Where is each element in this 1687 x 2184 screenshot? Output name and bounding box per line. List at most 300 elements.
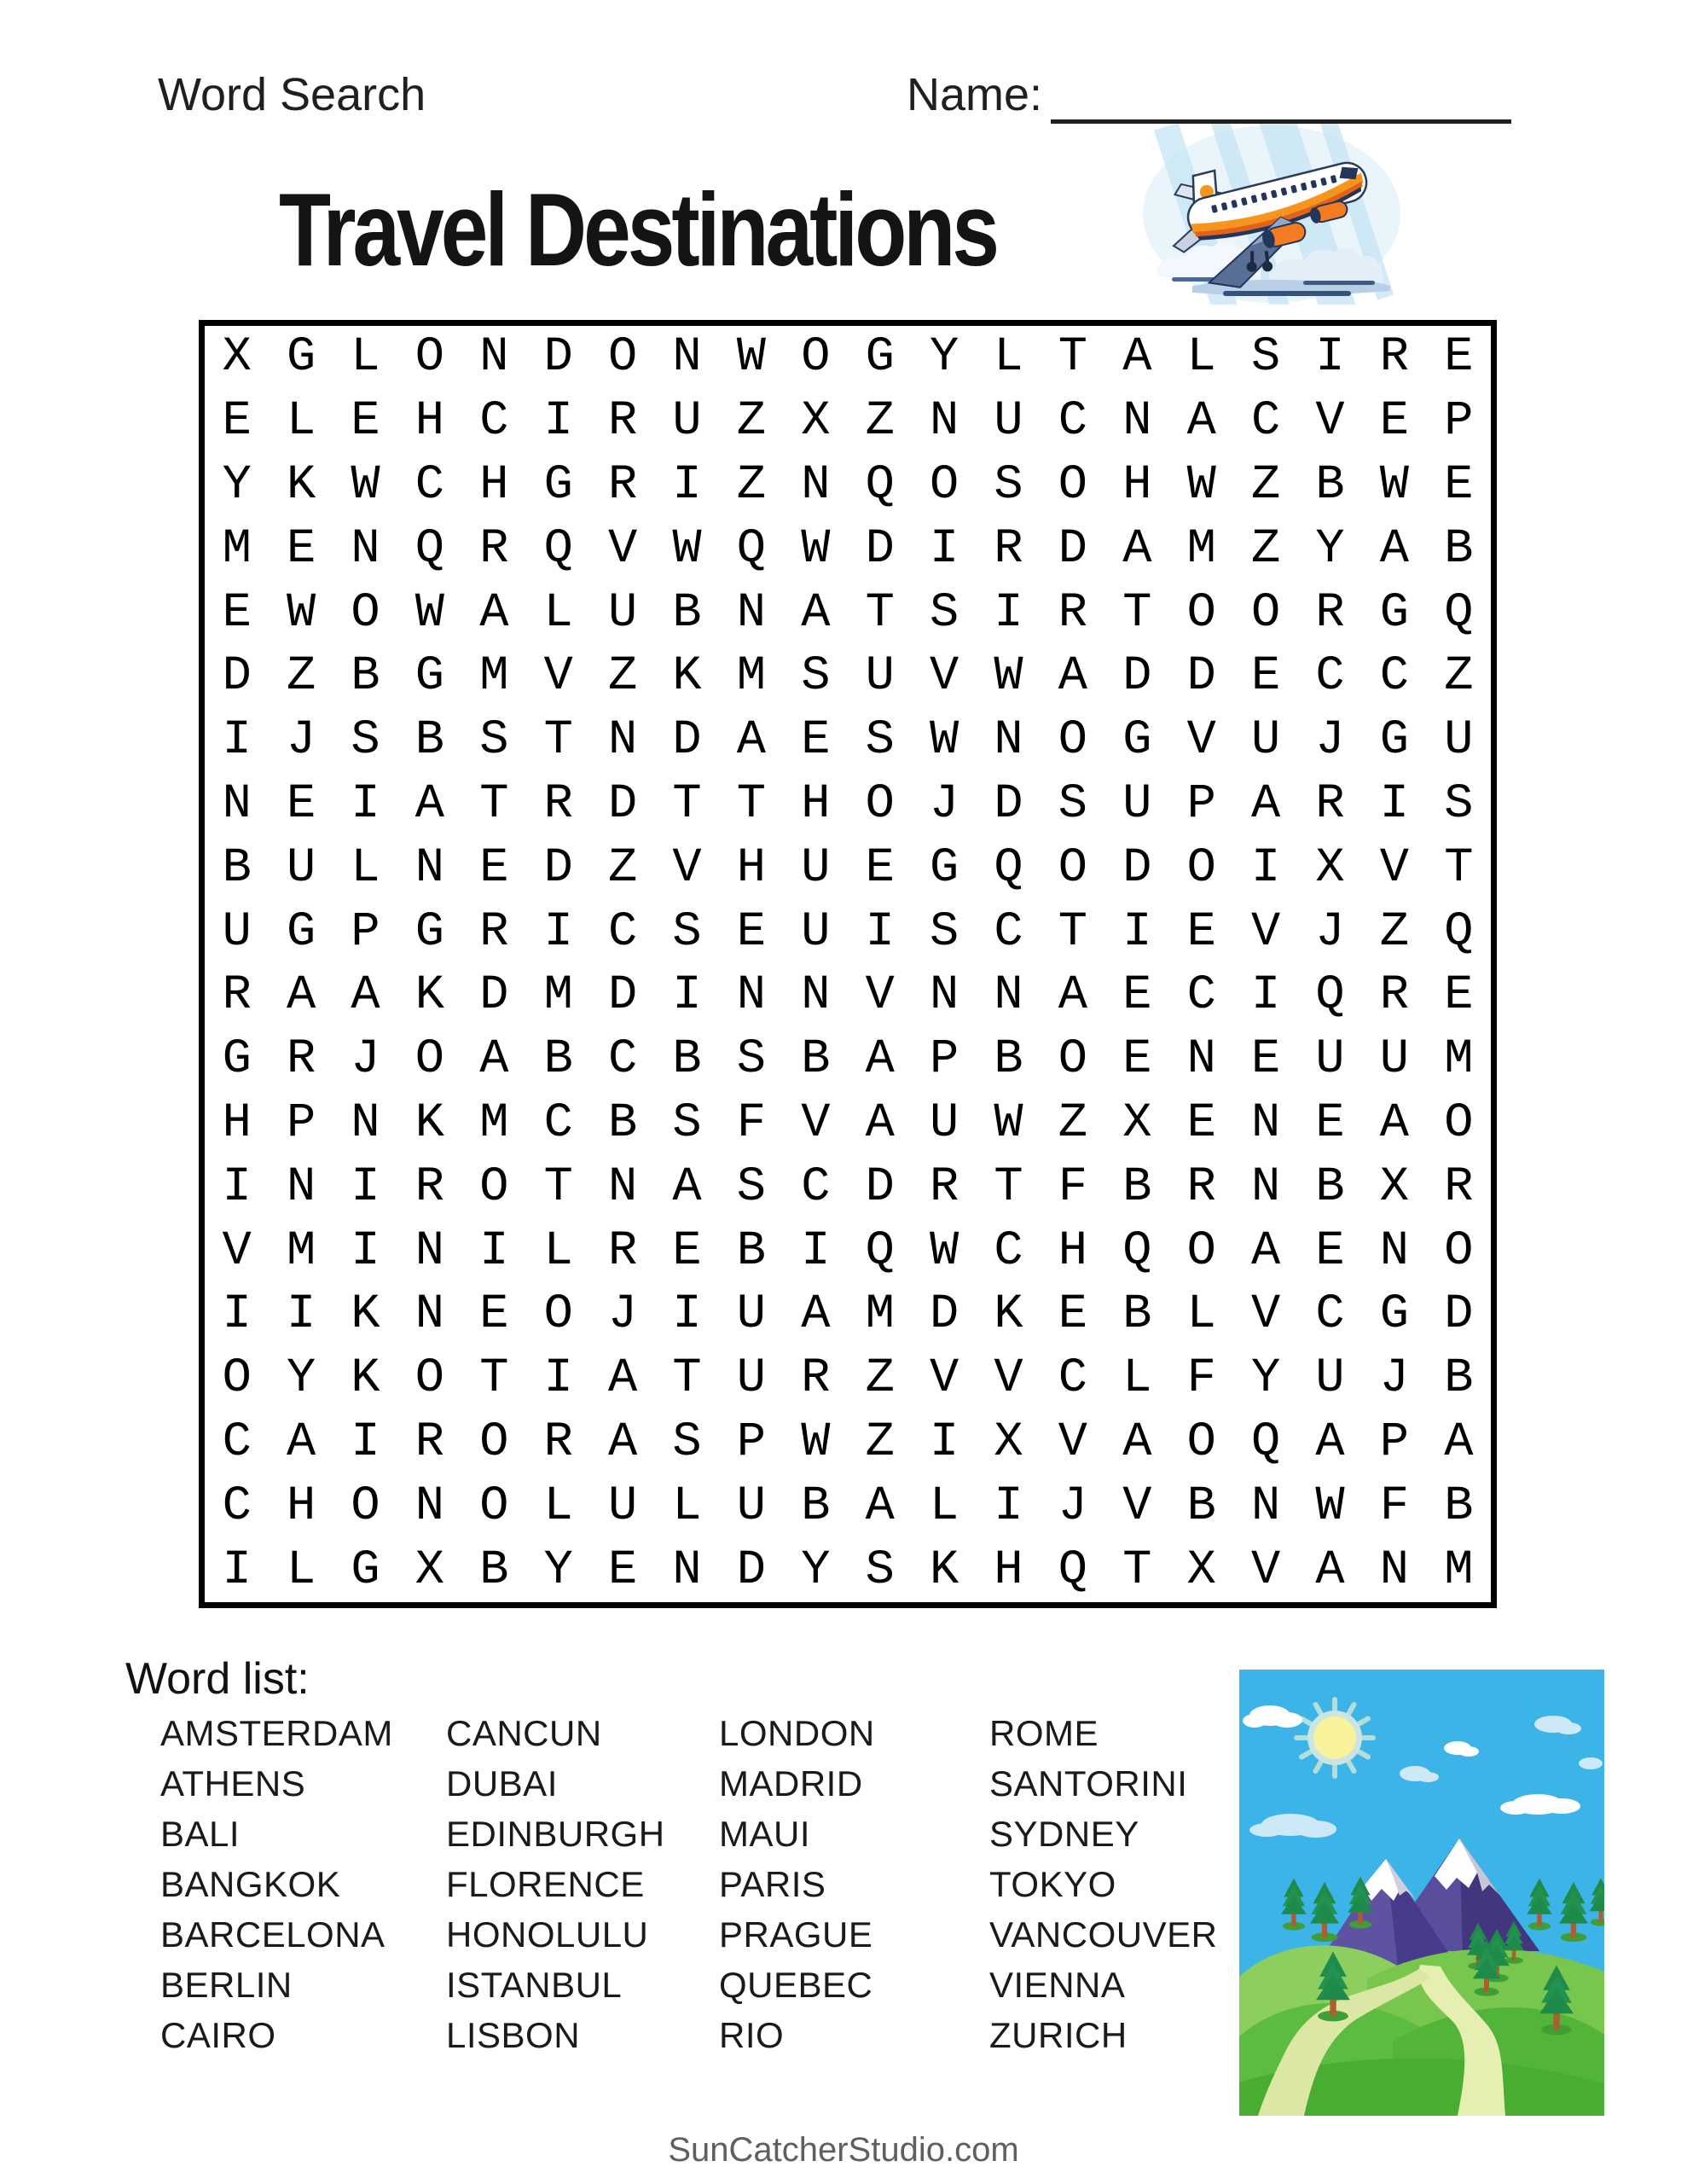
grid-letter: I [672, 1287, 702, 1343]
grid-letter: E [351, 394, 380, 450]
grid-letter: E [286, 521, 316, 577]
grid-letter: N [801, 457, 831, 513]
grid-letter: I [479, 1223, 509, 1279]
grid-letter: Q [736, 521, 766, 577]
word-list-item: VANCOUVER [989, 1914, 1218, 1955]
word-list-item: RIO [719, 2015, 785, 2055]
grid-letter: E [672, 1223, 702, 1279]
site-credit: SunCatcherStudio.com [668, 2131, 1019, 2169]
grid-letter: J [1315, 904, 1345, 960]
grid-letter: H [415, 394, 444, 450]
grid-letter: T [1058, 330, 1087, 386]
grid-letter: O [415, 1351, 444, 1407]
grid-letter: E [1250, 649, 1281, 705]
grid-letter: I [865, 904, 895, 960]
grid-letter: I [222, 713, 252, 769]
grid-letter: A [1122, 330, 1152, 386]
grid-letter: Q [415, 521, 444, 577]
grid-letter: I [543, 1351, 573, 1407]
grid-letter: O [865, 776, 895, 832]
grid-letter: U [736, 1351, 766, 1407]
grid-letter: U [607, 585, 638, 641]
grid-letter: T [1444, 840, 1474, 896]
grid-letter: R [1058, 585, 1087, 641]
grid-letter: O [351, 585, 380, 641]
grid-letter: W [672, 521, 702, 577]
grid-letter: Q [865, 1223, 895, 1279]
grid-letter: H [994, 1542, 1023, 1598]
grid-letter: D [1122, 649, 1152, 705]
grid-letter: N [415, 1287, 444, 1343]
grid-letter: P [1444, 394, 1474, 450]
grid-letter: W [286, 585, 316, 641]
grid-letter: N [736, 585, 766, 641]
grid-letter: A [736, 713, 766, 769]
grid-letter: R [1315, 776, 1345, 832]
grid-letter: N [1379, 1223, 1409, 1279]
grid-letter: Q [994, 840, 1023, 896]
grid-letter: D [607, 776, 638, 832]
grid-letter: Y [1250, 1351, 1281, 1407]
grid-letter: C [1186, 968, 1216, 1024]
grid-letter: F [1379, 1478, 1409, 1534]
grid-letter: E [1379, 394, 1409, 450]
grid-letter: V [801, 1095, 831, 1151]
grid-letter: L [286, 1542, 316, 1598]
grid-letter: E [479, 840, 509, 896]
grid-letter: V [543, 649, 573, 705]
grid-letter: S [672, 1414, 702, 1470]
grid-letter: J [1315, 713, 1345, 769]
grid-letter: I [672, 968, 702, 1024]
grid-letter: U [672, 394, 702, 450]
grid-letter: E [1122, 968, 1152, 1024]
grid-letter: Y [1315, 521, 1345, 577]
grid-letter: N [1379, 1542, 1409, 1598]
grid-letter: N [415, 840, 444, 896]
grid-letter: K [351, 1287, 380, 1343]
grid-letter: W [994, 649, 1023, 705]
grid-letter: Z [607, 840, 638, 896]
word-list-item: CANCUN [446, 1713, 602, 1753]
grid-letter: X [222, 330, 252, 386]
grid-letter: M [1444, 1542, 1474, 1598]
grid-letter: Z [865, 394, 895, 450]
grid-letter: O [351, 1478, 380, 1534]
grid-letter: D [865, 521, 895, 577]
grid-letter: V [222, 1223, 252, 1279]
grid-letter: K [672, 649, 702, 705]
grid-letter: E [736, 904, 766, 960]
grid-letter: A [479, 585, 509, 641]
word-list-item: FLORENCE [446, 1864, 645, 1904]
grid-letter: P [1186, 776, 1216, 832]
grid-letter: G [351, 1542, 380, 1598]
grid-letter: N [607, 713, 638, 769]
grid-letter: L [286, 394, 316, 450]
grid-letter: G [1379, 713, 1409, 769]
grid-letter: S [479, 713, 509, 769]
grid-letter: R [1315, 585, 1345, 641]
grid-letter: V [607, 521, 638, 577]
grid-letter: G [222, 1032, 252, 1088]
grid-letter: S [672, 1095, 702, 1151]
grid-letter: R [479, 521, 509, 577]
word-list-item: MAUI [719, 1814, 810, 1854]
grid-letter: T [1058, 904, 1087, 960]
grid-letter: O [801, 330, 831, 386]
grid-letter: O [222, 1351, 252, 1407]
grid-letter: U [736, 1287, 766, 1343]
grid-letter: D [1122, 840, 1152, 896]
grid-letter: F [736, 1095, 766, 1151]
grid-letter: A [865, 1095, 895, 1151]
grid-letter: S [929, 904, 959, 960]
grid-letter: M [736, 649, 766, 705]
grid-letter: O [479, 1478, 509, 1534]
word-list-item: BANGKOK [160, 1864, 341, 1904]
grid-letter: H [479, 457, 509, 513]
grid-letter: N [929, 394, 959, 450]
grid-letter: O [479, 1414, 509, 1470]
grid-letter: A [607, 1414, 638, 1470]
grid-letter: C [415, 457, 444, 513]
grid-letter: I [222, 1542, 252, 1598]
grid-letter: U [607, 1478, 638, 1534]
grid-letter: R [1186, 1159, 1216, 1215]
grid-letter: X [415, 1542, 444, 1598]
grid-letter: X [1186, 1542, 1216, 1598]
grid-letter: E [1186, 904, 1216, 960]
grid-letter: B [1444, 521, 1474, 577]
grid-letter: N [1250, 1478, 1281, 1534]
grid-letter: C [994, 1223, 1023, 1279]
grid-letter: U [801, 904, 831, 960]
grid-letter: Y [801, 1542, 831, 1598]
grid-letter: C [1058, 1351, 1087, 1407]
grid-letter: Z [1250, 457, 1281, 513]
grid-letter: A [1250, 1223, 1281, 1279]
grid-letter: N [286, 1159, 316, 1215]
grid-letter: Q [1058, 1542, 1087, 1598]
grid-letter: R [801, 1351, 831, 1407]
grid-letter: V [1315, 394, 1345, 450]
grid-letter: I [351, 1159, 380, 1215]
grid-letter: S [736, 1159, 766, 1215]
grid-letter: C [1379, 649, 1409, 705]
grid-letter: O [1186, 840, 1216, 896]
grid-letter: K [994, 1287, 1023, 1343]
grid-letter: Y [222, 457, 252, 513]
grid-letter: I [543, 394, 573, 450]
grid-letter: H [286, 1478, 316, 1534]
grid-letter: D [222, 649, 252, 705]
grid-letter: M [286, 1223, 316, 1279]
word-list-item: TOKYO [989, 1864, 1116, 1904]
grid-letter: D [543, 840, 573, 896]
grid-letter: A [351, 968, 380, 1024]
word-list-item: QUEBEC [719, 1965, 873, 2005]
word-list [160, 1708, 1330, 2060]
grid-letter: A [1122, 1414, 1152, 1470]
grid-letter: M [865, 1287, 895, 1343]
grid-letter: N [222, 776, 252, 832]
grid-letter: U [801, 840, 831, 896]
grid-letter: U [1122, 776, 1152, 832]
grid-letter: C [1058, 394, 1087, 450]
grid-letter: T [1122, 585, 1152, 641]
grid-letter: S [801, 649, 831, 705]
grid-letter: S [865, 1542, 895, 1598]
grid-letter: N [479, 330, 509, 386]
word-list-item: ZURICH [989, 2015, 1128, 2055]
grid-letter: R [415, 1159, 444, 1215]
grid-letter: O [415, 330, 444, 386]
grid-letter: E [801, 713, 831, 769]
grid-letter: C [1315, 649, 1345, 705]
grid-letter: I [222, 1159, 252, 1215]
grid-letter: Z [736, 457, 766, 513]
grid-letter: T [543, 1159, 573, 1215]
grid-letter: U [1250, 713, 1281, 769]
word-list-item: SANTORINI [989, 1763, 1188, 1804]
grid-letter: N [415, 1223, 444, 1279]
grid-letter: H [1122, 457, 1152, 513]
grid-letter: J [929, 776, 959, 832]
grid-letter: I [351, 1414, 380, 1470]
grid-letter: S [929, 585, 959, 641]
grid-letter: V [1250, 1542, 1281, 1598]
grid-letter: S [736, 1032, 766, 1088]
grid-letter: A [1122, 521, 1152, 577]
grid-letter: K [415, 1095, 444, 1151]
grid-letter: B [1315, 1159, 1345, 1215]
grid-letter: E [222, 585, 252, 641]
word-list-item: VIENNA [989, 1965, 1126, 2005]
word-list-item: BARCELONA [160, 1914, 386, 1955]
grid-letter: D [736, 1542, 766, 1598]
grid-letter: V [1379, 840, 1409, 896]
grid-letter: S [1250, 330, 1281, 386]
grid-letter: C [801, 1159, 831, 1215]
grid-letter: A [286, 968, 316, 1024]
grid-letter: B [222, 840, 252, 896]
grid-letter: G [543, 457, 573, 513]
grid-letter: N [929, 968, 959, 1024]
grid-letter: A [1315, 1542, 1345, 1598]
grid-letter: O [1058, 840, 1087, 896]
grid-letter: L [929, 1478, 959, 1534]
grid-letter: V [672, 840, 702, 896]
grid-letter: X [1122, 1095, 1152, 1151]
grid-letter: C [479, 394, 509, 450]
grid-letter: L [543, 1478, 573, 1534]
grid-letter: P [286, 1095, 316, 1151]
grid-letter: Z [865, 1351, 895, 1407]
grid-letter: V [994, 1351, 1023, 1407]
grid-letter: R [543, 776, 573, 832]
grid-letter: A [286, 1414, 316, 1470]
grid-letter: W [929, 713, 959, 769]
grid-letter: W [351, 457, 380, 513]
grid-letter: O [1444, 1095, 1474, 1151]
grid-letter: D [672, 713, 702, 769]
grid-letter: A [479, 1032, 509, 1088]
grid-letter: Z [865, 1414, 895, 1470]
grid-letter: A [672, 1159, 702, 1215]
grid-letter: N [607, 1159, 638, 1215]
grid-letter: W [1379, 457, 1409, 513]
grid-letter: V [1250, 904, 1281, 960]
grid-letter: A [1058, 968, 1087, 1024]
grid-letter: B [479, 1542, 509, 1598]
word-list-item: HONOLULU [446, 1914, 649, 1955]
grid-letter: H [1058, 1223, 1087, 1279]
name-label: Name: [907, 69, 1043, 120]
grid-letter: O [1186, 585, 1216, 641]
grid-letter: S [865, 713, 895, 769]
grid-letter: Q [1315, 968, 1345, 1024]
grid-letter: N [351, 1095, 380, 1151]
grid-letter: M [543, 968, 573, 1024]
grid-letter: K [351, 1351, 380, 1407]
grid-letter: R [994, 521, 1023, 577]
grid-letter: T [672, 776, 702, 832]
grid-letter: A [1186, 394, 1216, 450]
grid-letter: T [994, 1159, 1023, 1215]
grid-letter: I [222, 1287, 252, 1343]
grid-letter: I [672, 457, 702, 513]
grid-letter: G [1379, 1287, 1409, 1343]
grid-letter: G [929, 840, 959, 896]
grid-letter: P [736, 1414, 766, 1470]
word-list-item: ATHENS [160, 1763, 306, 1804]
grid-letter: R [607, 457, 638, 513]
grid-letter: I [994, 585, 1023, 641]
grid-letter: A [801, 585, 831, 641]
grid-letter: N [736, 968, 766, 1024]
grid-letter: B [1444, 1478, 1474, 1534]
grid-letter: Q [865, 457, 895, 513]
mountain-landscape-illustration [1239, 1670, 1604, 2116]
grid-letter: B [415, 713, 444, 769]
grid-letter: Y [286, 1351, 316, 1407]
grid-letter: I [1250, 968, 1281, 1024]
word-list-item: MADRID [719, 1763, 863, 1804]
grid-letter: D [479, 968, 509, 1024]
grid-letter: R [607, 394, 638, 450]
grid-letter: Z [286, 649, 316, 705]
grid-letter: U [736, 1478, 766, 1534]
grid-letter: I [1122, 904, 1152, 960]
grid-letter: X [801, 394, 831, 450]
grid-letter: O [1250, 585, 1281, 641]
word-list-item: CAIRO [160, 2015, 276, 2055]
grid-letter: N [994, 713, 1023, 769]
grid-letter: I [929, 1414, 959, 1470]
grid-letter: W [736, 330, 766, 386]
grid-letter: M [1186, 521, 1216, 577]
word-list-item: PARIS [719, 1864, 826, 1904]
grid-letter: R [479, 904, 509, 960]
word-list-item: AMSTERDAM [160, 1713, 393, 1753]
grid-letter: E [286, 776, 316, 832]
grid-letter: L [543, 1223, 573, 1279]
grid-letter: J [351, 1032, 380, 1088]
grid-letter: D [929, 1287, 959, 1343]
grid-letter: N [801, 968, 831, 1024]
grid-letter: L [351, 840, 380, 896]
grid-letter: Q [1250, 1414, 1281, 1470]
grid-letter: E [1122, 1032, 1152, 1088]
grid-letter: E [1315, 1095, 1345, 1151]
grid-letter: V [929, 1351, 959, 1407]
grid-letter: W [801, 521, 831, 577]
grid-letter: L [351, 330, 380, 386]
grid-letter: C [1250, 394, 1281, 450]
grid-letter: L [1186, 330, 1216, 386]
grid-letter: B [1186, 1478, 1216, 1534]
grid-letter: L [1186, 1287, 1216, 1343]
grid-letter: R [1444, 1159, 1474, 1215]
word-search-grid [199, 320, 1497, 1608]
grid-letter: Q [1444, 585, 1474, 641]
grid-letter: B [543, 1032, 573, 1088]
grid-letter: G [286, 330, 316, 386]
grid-letter: N [351, 521, 380, 577]
grid-letter: B [801, 1478, 831, 1534]
grid-letter: O [1058, 713, 1087, 769]
grid-letter: U [1379, 1032, 1409, 1088]
grid-letter: Z [607, 649, 638, 705]
grid-letter: L [672, 1478, 702, 1534]
grid-letter: A [865, 1032, 895, 1088]
word-list-column [160, 1708, 446, 2060]
grid-letter: S [672, 904, 702, 960]
grid-letter: O [415, 1032, 444, 1088]
grid-letter: J [1379, 1351, 1409, 1407]
grid-letter: U [222, 904, 252, 960]
grid-letter: V [1186, 713, 1216, 769]
grid-letter: D [1444, 1287, 1474, 1343]
word-list-label: Word list: [125, 1654, 310, 1704]
grid-letter: B [994, 1032, 1023, 1088]
grid-letter: U [929, 1095, 959, 1151]
grid-letter: B [672, 1032, 702, 1088]
grid-letter: W [801, 1414, 831, 1470]
grid-letter: T [479, 776, 509, 832]
word-list-item: ROME [989, 1713, 1099, 1753]
airplane-illustration [1141, 124, 1402, 305]
grid-letter: C [994, 904, 1023, 960]
grid-letter: R [1379, 968, 1409, 1024]
word-list-item: EDINBURGH [446, 1814, 665, 1854]
grid-letter: R [415, 1414, 444, 1470]
grid-letter: E [1444, 330, 1474, 386]
grid-letter: X [1379, 1159, 1409, 1215]
grid-letter: A [801, 1287, 831, 1343]
word-list-column [446, 1708, 719, 2060]
grid-letter: P [1379, 1414, 1409, 1470]
grid-letter: V [865, 968, 895, 1024]
grid-letter: T [736, 776, 766, 832]
grid-letter: H [801, 776, 831, 832]
grid-letter: U [1315, 1032, 1345, 1088]
grid-letter: B [801, 1032, 831, 1088]
grid-letter: N [994, 968, 1023, 1024]
grid-letter: Q [543, 521, 573, 577]
grid-letter: O [929, 457, 959, 513]
